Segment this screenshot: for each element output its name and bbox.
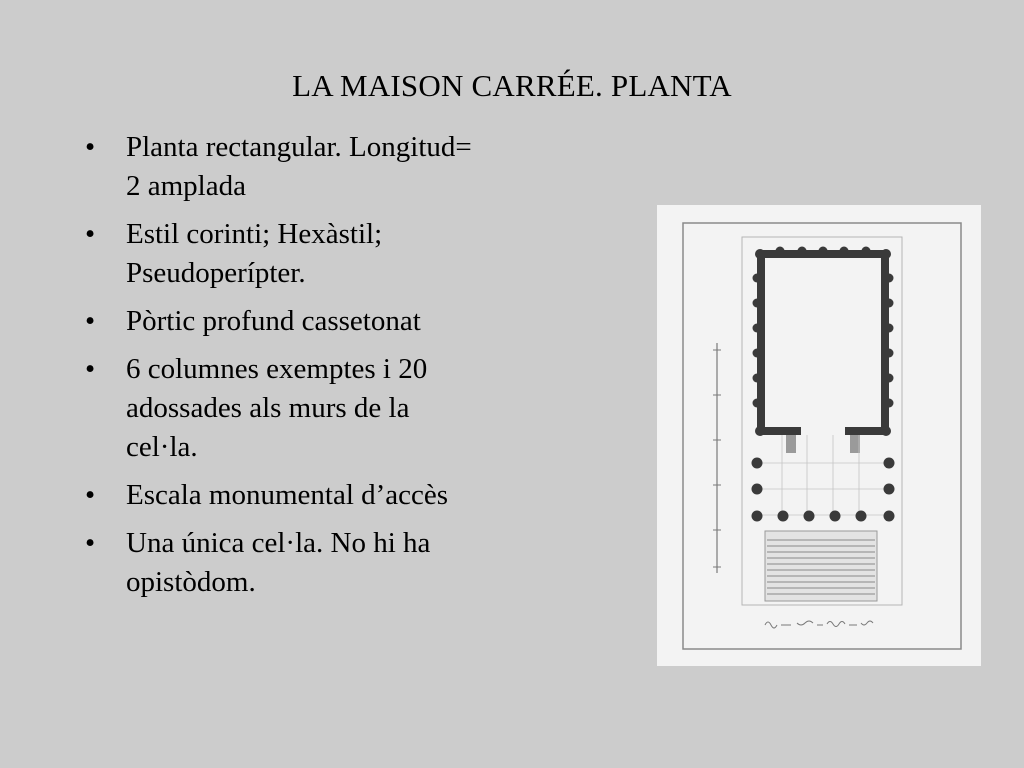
floor-plan-drawing — [657, 205, 981, 666]
bullet-line: Una única cel·la. No hi ha — [126, 527, 431, 559]
illegible-caption — [765, 621, 873, 628]
slide-title: LA MAISON CARRÉE. PLANTA — [292, 68, 732, 103]
bullet-line: adossades als murs de la — [126, 392, 410, 424]
bullet-item — [82, 302, 552, 341]
bullet-dot-icon: • — [85, 353, 96, 385]
bullet-line: 6 columnes exemptes i 20 — [126, 353, 428, 385]
bullet-dot-icon: • — [85, 479, 96, 511]
staircase — [765, 531, 877, 601]
bullet-item — [82, 215, 552, 293]
bullet-line: Estil corinti; Hexàstil; — [126, 218, 383, 250]
bullet-line: Escala monumental d’accès — [126, 479, 449, 511]
floor-plan-image — [657, 205, 981, 666]
bullet-item — [82, 350, 552, 467]
free-columns — [752, 458, 895, 522]
pronaos-grid — [757, 435, 889, 517]
bullet-item — [82, 128, 552, 206]
bullet-line: Pòrtic profund cassetonat — [126, 305, 421, 337]
bullet-dot-icon: • — [85, 527, 96, 559]
cella-walls — [757, 250, 889, 453]
bullet-line: cel·la. — [126, 431, 198, 463]
bullet-dot-icon: • — [85, 131, 96, 163]
bullet-item — [82, 524, 552, 602]
bullet-list — [82, 128, 552, 611]
bullet-line: Pseudoperípter. — [126, 257, 306, 289]
engaged-columns — [753, 247, 894, 437]
scale-bar — [713, 343, 721, 573]
bullet-dot-icon: • — [85, 218, 96, 250]
bullet-line: Planta rectangular. Longitud= — [126, 131, 472, 163]
bullet-line: opistòdom. — [126, 566, 256, 598]
bullet-line: 2 amplada — [126, 170, 246, 202]
bullet-dot-icon: • — [85, 305, 96, 337]
bullet-item — [82, 476, 552, 515]
